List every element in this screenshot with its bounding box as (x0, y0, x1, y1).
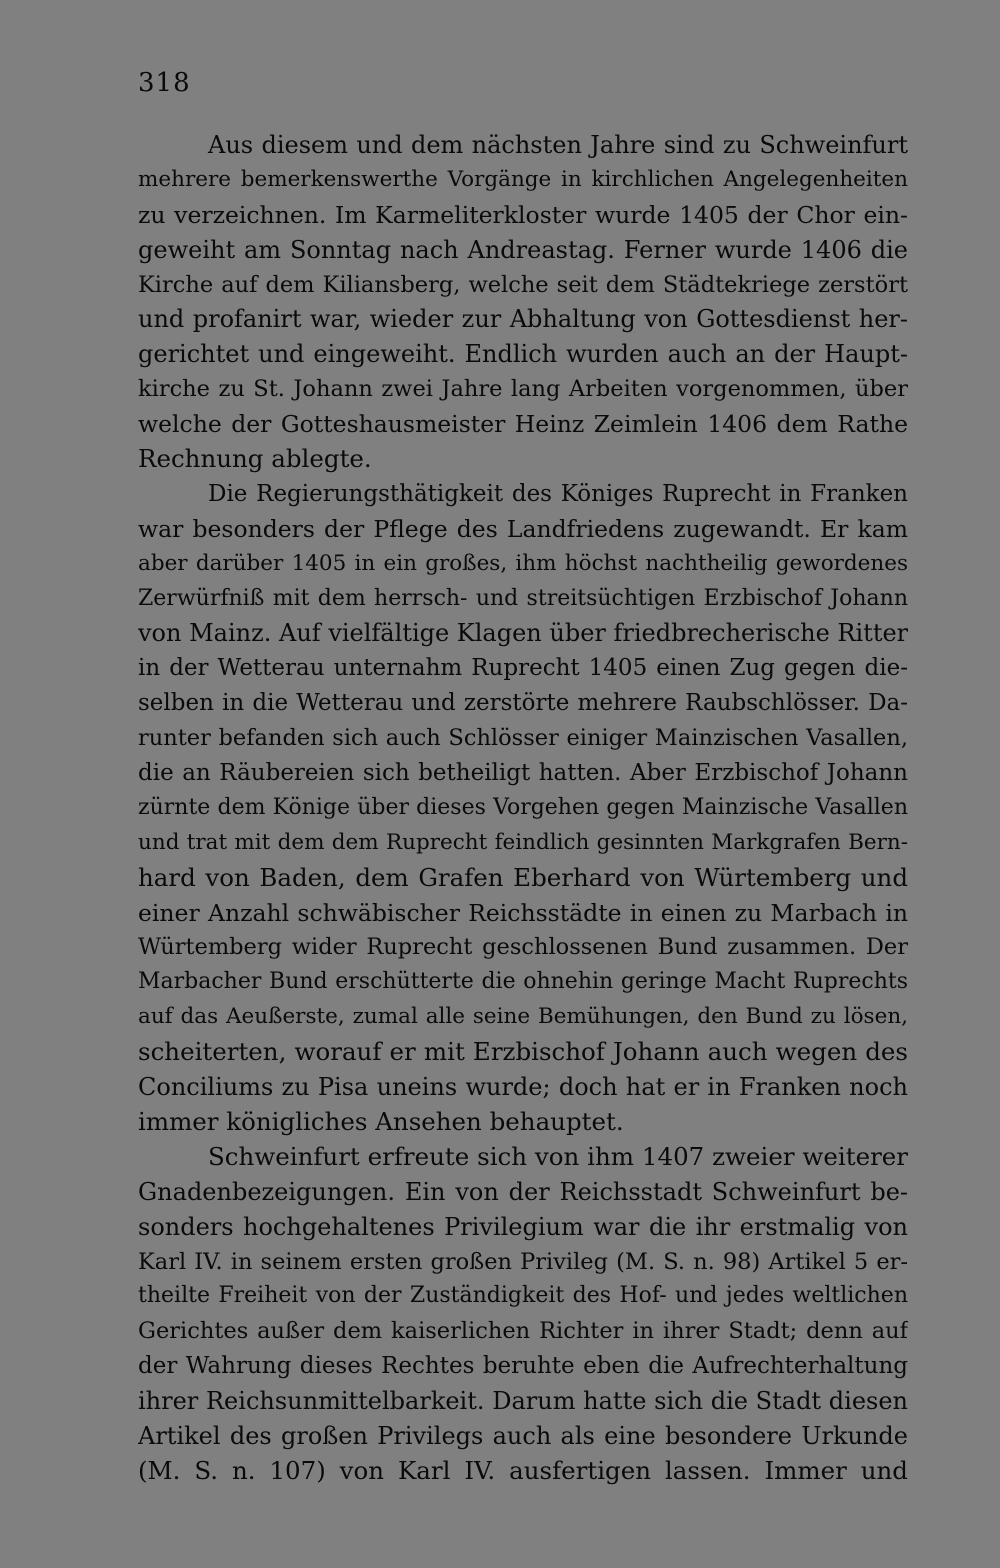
text-line: Würtemberg wider Ruprecht geschlossenen Bund zusammen. Der (138, 934, 908, 961)
text-line: Zerwürfniß mit dem herrsch- und streitsüchtigen Erzbischof Johann (138, 585, 908, 611)
text-line: Conciliums zu Pisa uneins wurde; doch hat er in Franken noch (138, 1073, 908, 1102)
text-line: selben in die Wetterau und zerstörte mehrere Raubschlösser. Da- (138, 690, 908, 717)
text-line: gerichtet und eingeweiht. Endlich wurden auch an der Haupt- (138, 340, 908, 369)
text-line: Karl IV. in seinem ersten großen Privileg (M. S. n. 98) Artikel 5 er- (138, 1248, 908, 1275)
text-line: welche der Gotteshausmeister Heinz Zeimlein 1406 dem Rathe (138, 410, 908, 439)
text-line: Marbacher Bund erschütterte die ohnehin geringe Macht Ruprechts (138, 969, 908, 995)
text-line: und trat mit dem dem Ruprecht feindlich gesinnten Markgrafen Bern- (138, 829, 908, 855)
text-line: der Wahrung dieses Rechtes beruhte eben die Aufrechterhaltung (138, 1353, 908, 1380)
text-line: die an Räubereien sich betheiligt hatten. Aber Erzbischof Johann (138, 760, 908, 787)
text-line: war besonders der Pflege des Landfriedens zugewandt. Er kam (138, 514, 908, 543)
text-line: Gnadenbezeigungen. Ein von der Reichsstadt Schweinfurt be- (138, 1177, 908, 1206)
text-line: und profanirt war, wieder zur Abhaltung von Gottesdienst her- (138, 305, 908, 334)
text-line: kirche zu St. Johann zwei Jahre lang Arbeiten vorgenommen, über (138, 376, 908, 403)
text-line: Artikel des großen Privilegs auch als eine besondere Urkunde (138, 1421, 908, 1450)
text-line: scheiterten, worauf er mit Erzbischof Johann auch wegen des (138, 1037, 908, 1067)
text-line: zu verzeichnen. Im Karmeliterkloster wurde 1405 der Chor ein- (138, 200, 908, 229)
text-line: Aus diesem und dem nächsten Jahre sind zu Schweinfurt (208, 131, 908, 159)
text-line: in der Wetterau unternahm Ruprecht 1405 einen Zug gegen die- (138, 655, 908, 682)
text-line: theilte Freiheit von der Zuständigkeit des Hof- und jedes weltlichen (138, 1283, 908, 1309)
text-line: Kirche auf dem Kiliansberg, welche seit dem Städtekriege zerstört (138, 271, 908, 298)
body-text (138, 128, 908, 1489)
text-line: Schweinfurt erfreute sich von ihm 1407 zweier weiterer (208, 1141, 908, 1171)
text-line: runter befanden sich auch Schlösser einiger Mainzischen Vasallen, (138, 725, 908, 752)
text-line: immer königliches Ansehen behauptet. (138, 1106, 624, 1136)
text-line: hard von Baden, dem Grafen Eberhard von Würtemberg und (138, 862, 908, 892)
text-line: mehrere bemerkenswerthe Vorgänge in kirchlichen Angelegenheiten (138, 166, 908, 192)
text-line: ihrer Reichsunmittelbarkeit. Darum hatte sich die Stadt diesen (138, 1387, 908, 1416)
text-line: zürnte dem Könige über dieses Vorgehen gegen Mainzische Vasallen (138, 794, 908, 820)
text-line: sonders hochgehaltenes Privilegium war die ihr erstmalig von (138, 1212, 908, 1241)
text-line: einer Anzahl schwäbischer Reichsstädte in einen zu Marbach in (138, 898, 908, 927)
text-line: aber darüber 1405 in ein großes, ihm höchst nachtheilig gewordenes (138, 550, 908, 576)
page-number: 318 (138, 68, 191, 98)
text-line: Die Regierungsthätigkeit des Königes Ruprecht in Franken (208, 480, 908, 507)
text-line: Rechnung ablegte. (138, 444, 372, 474)
text-line: geweiht am Sonntag nach Andreastag. Ferner wurde 1406 die (138, 235, 908, 264)
text-line: von Mainz. Auf vielfältige Klagen über friedbrecherische Ritter (138, 619, 908, 648)
text-line: auf das Aeußerste, zumal alle seine Bemühungen, den Bund zu lösen, (138, 1004, 908, 1030)
text-line: (M. S. n. 107) von Karl IV. ausfertigen lassen. Immer und (138, 1455, 908, 1485)
text-line: Gerichtes außer dem kaiserlichen Richter in ihrer Stadt; denn auf (138, 1318, 908, 1345)
